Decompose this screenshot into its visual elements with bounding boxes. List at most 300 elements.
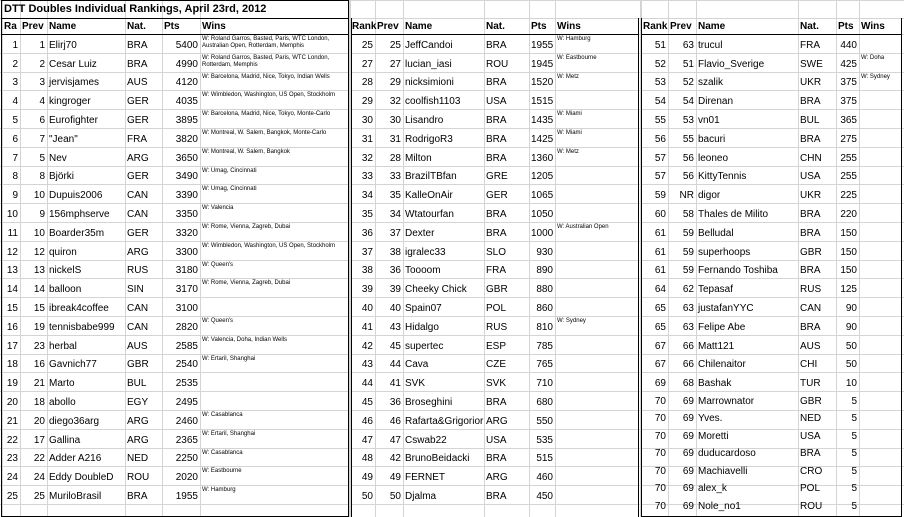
cell-name[interactable]: Yves.: [698, 413, 723, 424]
cell-wins[interactable]: W: Miami: [557, 130, 582, 136]
cell-rank[interactable]: 21: [6, 416, 18, 427]
cell-name[interactable]: szalik: [698, 77, 724, 88]
cell-name[interactable]: Eurofighter: [49, 115, 98, 126]
cell-prev[interactable]: 39: [389, 284, 401, 295]
cell-name[interactable]: Adder A216: [49, 453, 102, 464]
cell-wins[interactable]: W: Montreal, W. Salem, Bangkok, Monte-Carlo: [202, 130, 327, 136]
cell-rank[interactable]: 28: [361, 77, 373, 88]
cell-pts[interactable]: 220: [840, 209, 857, 220]
cell-wins[interactable]: W: Wimbledon, Washington, US Open, Stockholm: [202, 243, 336, 249]
cell-wins[interactable]: W: Casablanca: [202, 412, 243, 418]
cell-rank[interactable]: 52: [654, 59, 666, 70]
cell-wins[interactable]: W: Barcelona, Madrid, Nice, Tokyo, Monte-Carlo: [202, 111, 331, 117]
cell-prev[interactable]: 69: [682, 501, 694, 512]
cell-rank[interactable]: 23: [6, 453, 18, 464]
cell-name[interactable]: Cava: [405, 359, 429, 370]
cell-wins[interactable]: W: Queen's: [202, 318, 234, 324]
cell-name[interactable]: duducardoso: [698, 448, 756, 459]
cell-rank[interactable]: 30: [361, 115, 373, 126]
cell-name[interactable]: Björki: [49, 171, 75, 182]
cell-pts[interactable]: 1065: [531, 190, 554, 201]
cell-nat[interactable]: ARG: [486, 472, 508, 483]
cell-nat[interactable]: RUS: [486, 322, 508, 333]
cell-rank[interactable]: 22: [6, 435, 18, 446]
cell-wins[interactable]: [861, 393, 902, 409]
cell-name[interactable]: Marto: [49, 378, 75, 389]
cell-prev[interactable]: 31: [389, 134, 401, 145]
cell-wins[interactable]: [861, 280, 902, 297]
cell-name[interactable]: MuriloBrasil: [49, 491, 102, 502]
cell-nat[interactable]: RUS: [127, 265, 149, 276]
cell-pts[interactable]: 5: [851, 483, 857, 494]
cell-rank[interactable]: 17: [6, 341, 18, 352]
cell-prev[interactable]: 20: [33, 416, 45, 427]
cell-nat[interactable]: USA: [486, 96, 507, 107]
cell-wins[interactable]: [861, 205, 902, 222]
cell-wins[interactable]: [861, 337, 902, 354]
cell-name[interactable]: leoneo: [698, 153, 729, 164]
cell-name[interactable]: Felipe Abe: [698, 322, 746, 333]
cell-nat[interactable]: GBR: [127, 359, 149, 370]
cell-rank[interactable]: 31: [361, 134, 373, 145]
cell-wins[interactable]: [861, 463, 902, 479]
cell-nat[interactable]: BRA: [486, 40, 507, 51]
cell-rank[interactable]: 67: [654, 359, 666, 370]
cell-wins[interactable]: W: Doha: [861, 55, 885, 61]
cell-nat[interactable]: NED: [800, 413, 822, 424]
cell-name[interactable]: ibreak4coffee: [49, 303, 109, 314]
cell-prev[interactable]: 1: [39, 40, 45, 51]
cell-nat[interactable]: SIN: [127, 284, 144, 295]
cell-rank[interactable]: 65: [654, 322, 666, 333]
cell-prev[interactable]: 36: [389, 397, 401, 408]
cell-prev[interactable]: 69: [682, 466, 694, 477]
cell-nat[interactable]: GBR: [800, 247, 822, 258]
cell-nat[interactable]: ARG: [127, 416, 149, 427]
cell-rank[interactable]: 3: [12, 77, 18, 88]
cell-prev[interactable]: 47: [389, 435, 401, 446]
cell-rank[interactable]: 45: [361, 397, 373, 408]
cell-pts[interactable]: 3350: [175, 209, 198, 220]
cell-rank[interactable]: 70: [654, 396, 666, 407]
cell-name[interactable]: Nev: [49, 153, 67, 164]
cell-name[interactable]: Spain07: [405, 303, 442, 314]
cell-wins[interactable]: [861, 36, 902, 53]
cell-prev[interactable]: 37: [389, 228, 401, 239]
cell-wins[interactable]: [557, 374, 638, 391]
cell-nat[interactable]: CRO: [800, 466, 823, 477]
cell-rank[interactable]: 36: [361, 228, 373, 239]
cell-name[interactable]: Broseghini: [405, 397, 453, 408]
cell-name[interactable]: trucul: [698, 40, 723, 51]
cell-wins[interactable]: W: Australian Open: [557, 224, 609, 230]
cell-prev[interactable]: 42: [389, 453, 401, 464]
cell-name[interactable]: nicksimioni: [405, 77, 454, 88]
cell-wins[interactable]: [861, 374, 902, 391]
cell-name[interactable]: Cheeky Chick: [405, 284, 467, 295]
cell-name[interactable]: Machiavelli: [698, 466, 748, 477]
cell-nat[interactable]: GER: [486, 190, 508, 201]
cell-wins[interactable]: W: Umag, Cincinnati: [202, 186, 257, 192]
cell-name[interactable]: 156mphserve: [49, 209, 110, 220]
cell-prev[interactable]: 7: [39, 134, 45, 145]
cell-pts[interactable]: 1050: [531, 209, 554, 220]
cell-name[interactable]: digor: [698, 190, 721, 201]
cell-wins[interactable]: [861, 411, 902, 427]
cell-rank[interactable]: 35: [361, 209, 373, 220]
cell-wins[interactable]: W: Roland Garros, Basted, Paris, WTC London, Australian Open, Rotterdam, Memphis: [202, 36, 330, 49]
cell-rank[interactable]: 41: [361, 322, 373, 333]
cell-wins[interactable]: [557, 468, 638, 485]
cell-pts[interactable]: 785: [536, 341, 553, 352]
cell-rank[interactable]: 25: [361, 40, 373, 51]
cell-nat[interactable]: ARG: [127, 435, 149, 446]
cell-pts[interactable]: 2020: [175, 472, 198, 483]
cell-name[interactable]: FERNET: [405, 472, 445, 483]
cell-name[interactable]: Dupuis2006: [49, 190, 103, 201]
cell-pts[interactable]: 2585: [175, 341, 198, 352]
cell-wins[interactable]: [557, 431, 638, 448]
cell-wins[interactable]: W: Rome, Vienna, Zagreb, Dubai: [202, 280, 291, 286]
cell-name[interactable]: herbal: [49, 341, 77, 352]
cell-rank[interactable]: 61: [654, 228, 666, 239]
cell-pts[interactable]: 930: [536, 247, 553, 258]
cell-prev[interactable]: 69: [682, 448, 694, 459]
cell-rank[interactable]: 19: [6, 378, 18, 389]
cell-rank[interactable]: 54: [654, 96, 666, 107]
cell-prev[interactable]: 56: [682, 171, 694, 182]
cell-rank[interactable]: 38: [361, 265, 373, 276]
cell-wins[interactable]: W: Eastbourne: [557, 55, 597, 61]
cell-name[interactable]: Chilenaitor: [698, 359, 746, 370]
cell-pts[interactable]: 150: [840, 247, 857, 258]
cell-name[interactable]: RodrigoR3: [405, 134, 453, 145]
cell-name[interactable]: Thales de Milito: [698, 209, 769, 220]
cell-name[interactable]: alex_k: [698, 483, 727, 494]
cell-pts[interactable]: 5: [851, 448, 857, 459]
cell-prev[interactable]: 14: [33, 284, 45, 295]
cell-nat[interactable]: AUS: [800, 341, 821, 352]
cell-name[interactable]: supertec: [405, 341, 444, 352]
cell-prev[interactable]: 13: [33, 265, 45, 276]
cell-nat[interactable]: ARG: [127, 247, 149, 258]
cell-wins[interactable]: [202, 393, 347, 410]
cell-wins[interactable]: W: Umag, Cincinnati: [202, 168, 257, 174]
cell-rank[interactable]: 6: [12, 134, 18, 145]
cell-prev[interactable]: 66: [682, 359, 694, 370]
cell-nat[interactable]: CHN: [800, 153, 822, 164]
cell-wins[interactable]: W: Metz: [557, 74, 579, 80]
cell-wins[interactable]: [861, 92, 902, 109]
cell-name[interactable]: Toooom: [405, 265, 441, 276]
cell-pts[interactable]: 1945: [531, 59, 554, 70]
cell-pts[interactable]: 1360: [531, 153, 554, 164]
cell-rank[interactable]: 44: [361, 378, 373, 389]
cell-nat[interactable]: BRA: [486, 153, 507, 164]
cell-pts[interactable]: 255: [840, 171, 857, 182]
cell-name[interactable]: jervisjames: [49, 77, 100, 88]
cell-nat[interactable]: GBR: [486, 284, 508, 295]
cell-pts[interactable]: 3650: [175, 153, 198, 164]
cell-wins[interactable]: [202, 374, 347, 391]
cell-wins[interactable]: [202, 299, 347, 316]
cell-wins[interactable]: [557, 450, 638, 467]
cell-prev[interactable]: 68: [682, 378, 694, 389]
cell-name[interactable]: JeffCandoi: [405, 40, 453, 51]
cell-rank[interactable]: 39: [361, 284, 373, 295]
cell-nat[interactable]: USA: [800, 431, 821, 442]
cell-prev[interactable]: 53: [682, 115, 694, 126]
cell-name[interactable]: nickelS: [49, 265, 82, 276]
cell-pts[interactable]: 3100: [175, 303, 198, 314]
cell-pts[interactable]: 2460: [175, 416, 198, 427]
cell-nat[interactable]: CZE: [486, 359, 506, 370]
cell-pts[interactable]: 1425: [531, 134, 554, 145]
cell-rank[interactable]: 50: [361, 491, 373, 502]
cell-rank[interactable]: 40: [361, 303, 373, 314]
cell-wins[interactable]: [557, 393, 638, 410]
cell-rank[interactable]: 43: [361, 359, 373, 370]
cell-wins[interactable]: [861, 168, 902, 185]
cell-wins[interactable]: [557, 92, 638, 109]
cell-nat[interactable]: USA: [800, 171, 821, 182]
cell-name[interactable]: justafanYYC: [698, 303, 754, 314]
cell-pts[interactable]: 860: [536, 303, 553, 314]
cell-rank[interactable]: 20: [6, 397, 18, 408]
cell-name[interactable]: Bashak: [698, 378, 732, 389]
cell-nat[interactable]: TUR: [800, 378, 821, 389]
cell-rank[interactable]: 61: [654, 265, 666, 276]
cell-nat[interactable]: RUS: [800, 284, 822, 295]
cell-rank[interactable]: 11: [7, 228, 18, 239]
cell-name[interactable]: Wtatourfan: [405, 209, 454, 220]
cell-wins[interactable]: W: Metz: [557, 149, 579, 155]
cell-pts[interactable]: 880: [536, 284, 553, 295]
cell-nat[interactable]: BRA: [800, 228, 821, 239]
cell-wins[interactable]: [557, 487, 638, 504]
cell-rank[interactable]: 61: [654, 247, 666, 258]
cell-name[interactable]: KittyTennis: [698, 171, 747, 182]
cell-wins[interactable]: [557, 243, 638, 260]
cell-wins[interactable]: W: Miami: [557, 111, 582, 117]
cell-nat[interactable]: UKR: [800, 190, 822, 201]
cell-pts[interactable]: 3895: [175, 115, 198, 126]
cell-rank[interactable]: 47: [361, 435, 373, 446]
cell-nat[interactable]: FRA: [800, 40, 820, 51]
cell-pts[interactable]: 375: [840, 77, 857, 88]
cell-pts[interactable]: 1515: [531, 96, 554, 107]
cell-wins[interactable]: [557, 280, 638, 297]
cell-pts[interactable]: 2820: [175, 322, 198, 333]
cell-wins[interactable]: [861, 356, 902, 373]
cell-name[interactable]: Djalma: [405, 491, 437, 502]
cell-pts[interactable]: 810: [536, 322, 553, 333]
cell-nat[interactable]: BRA: [486, 77, 507, 88]
cell-wins[interactable]: [861, 428, 902, 444]
cell-pts[interactable]: 3490: [175, 171, 198, 182]
cell-wins[interactable]: W: Eastbourne: [202, 468, 242, 474]
cell-pts[interactable]: 765: [536, 359, 553, 370]
cell-nat[interactable]: GBR: [800, 396, 822, 407]
cell-rank[interactable]: 65: [654, 303, 666, 314]
cell-pts[interactable]: 2365: [175, 435, 198, 446]
cell-nat[interactable]: POL: [486, 303, 507, 314]
cell-nat[interactable]: BRA: [486, 228, 507, 239]
cell-nat[interactable]: POL: [800, 483, 821, 494]
cell-prev[interactable]: 34: [389, 209, 401, 220]
cell-prev[interactable]: 62: [682, 284, 694, 295]
cell-prev[interactable]: 58: [682, 209, 694, 220]
cell-prev[interactable]: NR: [679, 190, 694, 201]
cell-prev[interactable]: 69: [682, 431, 694, 442]
cell-wins[interactable]: W: Hamburg: [557, 36, 591, 42]
cell-rank[interactable]: 24: [6, 472, 18, 483]
cell-pts[interactable]: 450: [536, 491, 553, 502]
cell-prev[interactable]: 50: [389, 491, 401, 502]
cell-prev[interactable]: 59: [682, 228, 694, 239]
cell-name[interactable]: Milton: [405, 153, 432, 164]
cell-nat[interactable]: BRA: [486, 115, 507, 126]
cell-prev[interactable]: 10: [33, 190, 45, 201]
cell-name[interactable]: kingroger: [49, 96, 91, 107]
cell-prev[interactable]: 28: [389, 153, 401, 164]
cell-wins[interactable]: [861, 446, 902, 462]
cell-pts[interactable]: 535: [536, 435, 553, 446]
cell-prev[interactable]: 38: [389, 247, 401, 258]
cell-rank[interactable]: 57: [654, 153, 666, 164]
cell-rank[interactable]: 1: [12, 40, 18, 51]
cell-nat[interactable]: CHI: [800, 359, 818, 370]
cell-nat[interactable]: BRA: [127, 40, 148, 51]
cell-prev[interactable]: 23: [33, 341, 45, 352]
cell-prev[interactable]: 15: [33, 303, 45, 314]
cell-nat[interactable]: GRE: [486, 171, 508, 182]
cell-rank[interactable]: 67: [654, 341, 666, 352]
cell-wins[interactable]: [557, 205, 638, 222]
cell-pts[interactable]: 1205: [531, 171, 554, 182]
cell-wins[interactable]: [557, 337, 638, 354]
cell-nat[interactable]: BRA: [486, 453, 507, 464]
cell-nat[interactable]: SVK: [486, 378, 507, 389]
cell-nat[interactable]: GER: [127, 115, 149, 126]
cell-pts[interactable]: 3320: [175, 228, 198, 239]
cell-nat[interactable]: NED: [127, 453, 149, 464]
cell-nat[interactable]: AUS: [127, 77, 148, 88]
cell-wins[interactable]: W: Rome, Vienna, Zagreb, Dubai: [202, 224, 291, 230]
cell-prev[interactable]: 40: [389, 303, 401, 314]
cell-pts[interactable]: 440: [840, 40, 857, 51]
cell-wins[interactable]: W: Barcelona, Madrid, Nice, Tokyo, Indian Wells: [202, 74, 330, 80]
cell-name[interactable]: BrazilTBfan: [405, 171, 457, 182]
cell-rank[interactable]: 14: [6, 284, 18, 295]
cell-name[interactable]: Cswab22: [405, 435, 447, 446]
cell-pts[interactable]: 1955: [531, 40, 554, 51]
cell-wins[interactable]: [861, 224, 902, 241]
cell-rank[interactable]: 48: [361, 453, 373, 464]
cell-prev[interactable]: 63: [682, 303, 694, 314]
cell-prev[interactable]: 69: [682, 413, 694, 424]
cell-name[interactable]: coolfish1103: [405, 96, 461, 107]
cell-rank[interactable]: 9: [12, 190, 18, 201]
cell-pts[interactable]: 90: [845, 322, 857, 333]
cell-wins[interactable]: [861, 318, 902, 335]
cell-pts[interactable]: 2535: [175, 378, 198, 389]
cell-name[interactable]: Boarder35m: [49, 228, 105, 239]
cell-rank[interactable]: 70: [654, 501, 666, 512]
cell-rank[interactable]: 7: [12, 153, 18, 164]
cell-prev[interactable]: 63: [682, 322, 694, 333]
cell-prev[interactable]: 17: [33, 435, 45, 446]
cell-rank[interactable]: 51: [654, 40, 666, 51]
cell-wins[interactable]: [557, 299, 638, 316]
cell-name[interactable]: Gavnich77: [49, 359, 97, 370]
cell-name[interactable]: lucian_iasi: [405, 59, 452, 70]
cell-pts[interactable]: 50: [845, 359, 857, 370]
cell-pts[interactable]: 5: [851, 501, 857, 512]
cell-rank[interactable]: 42: [361, 341, 373, 352]
cell-name[interactable]: superhoops: [698, 247, 751, 258]
cell-wins[interactable]: W: Casablanca: [202, 450, 243, 456]
cell-prev[interactable]: 63: [682, 40, 694, 51]
cell-wins[interactable]: [861, 498, 902, 514]
cell-pts[interactable]: 1955: [175, 491, 198, 502]
cell-pts[interactable]: 1520: [531, 77, 554, 88]
cell-rank[interactable]: 15: [6, 303, 18, 314]
cell-prev[interactable]: 4: [39, 96, 45, 107]
cell-prev[interactable]: 25: [389, 40, 401, 51]
cell-prev[interactable]: 46: [389, 416, 401, 427]
cell-name[interactable]: vn01: [698, 115, 720, 126]
cell-wins[interactable]: [861, 149, 902, 166]
cell-nat[interactable]: BRA: [800, 265, 821, 276]
cell-pts[interactable]: 425: [840, 59, 857, 70]
cell-wins[interactable]: [861, 299, 902, 316]
cell-name[interactable]: Rafarta&Grigorior: [405, 416, 484, 427]
cell-name[interactable]: Direnan: [698, 96, 734, 107]
cell-wins[interactable]: [557, 186, 638, 203]
cell-nat[interactable]: FRA: [127, 134, 147, 145]
cell-name[interactable]: Nole_no1: [698, 501, 741, 512]
cell-rank[interactable]: 8: [12, 171, 18, 182]
cell-rank[interactable]: 70: [654, 466, 666, 477]
cell-rank[interactable]: 33: [361, 171, 373, 182]
cell-prev[interactable]: 18: [33, 397, 45, 408]
cell-nat[interactable]: CAN: [800, 303, 822, 314]
cell-rank[interactable]: 46: [361, 416, 373, 427]
cell-name[interactable]: Gallina: [49, 435, 81, 446]
cell-prev[interactable]: 45: [389, 341, 401, 352]
cell-name[interactable]: Belludal: [698, 228, 734, 239]
cell-prev[interactable]: 3: [39, 77, 45, 88]
cell-prev[interactable]: 2: [39, 59, 45, 70]
cell-pts[interactable]: 150: [840, 265, 857, 276]
cell-nat[interactable]: ARG: [127, 153, 149, 164]
cell-name[interactable]: quiron: [49, 247, 77, 258]
cell-pts[interactable]: 255: [840, 153, 857, 164]
cell-rank[interactable]: 34: [361, 190, 373, 201]
cell-pts[interactable]: 4120: [175, 77, 198, 88]
cell-rank[interactable]: 56: [654, 134, 666, 145]
cell-name[interactable]: Flavio_Sverige: [698, 59, 765, 70]
cell-pts[interactable]: 3300: [175, 247, 198, 258]
cell-prev[interactable]: 35: [389, 190, 401, 201]
cell-pts[interactable]: 10: [845, 378, 857, 389]
cell-rank[interactable]: 70: [654, 413, 666, 424]
cell-rank[interactable]: 18: [6, 359, 18, 370]
cell-name[interactable]: Lisandro: [405, 115, 444, 126]
cell-nat[interactable]: BRA: [800, 209, 821, 220]
cell-nat[interactable]: SWE: [800, 59, 823, 70]
